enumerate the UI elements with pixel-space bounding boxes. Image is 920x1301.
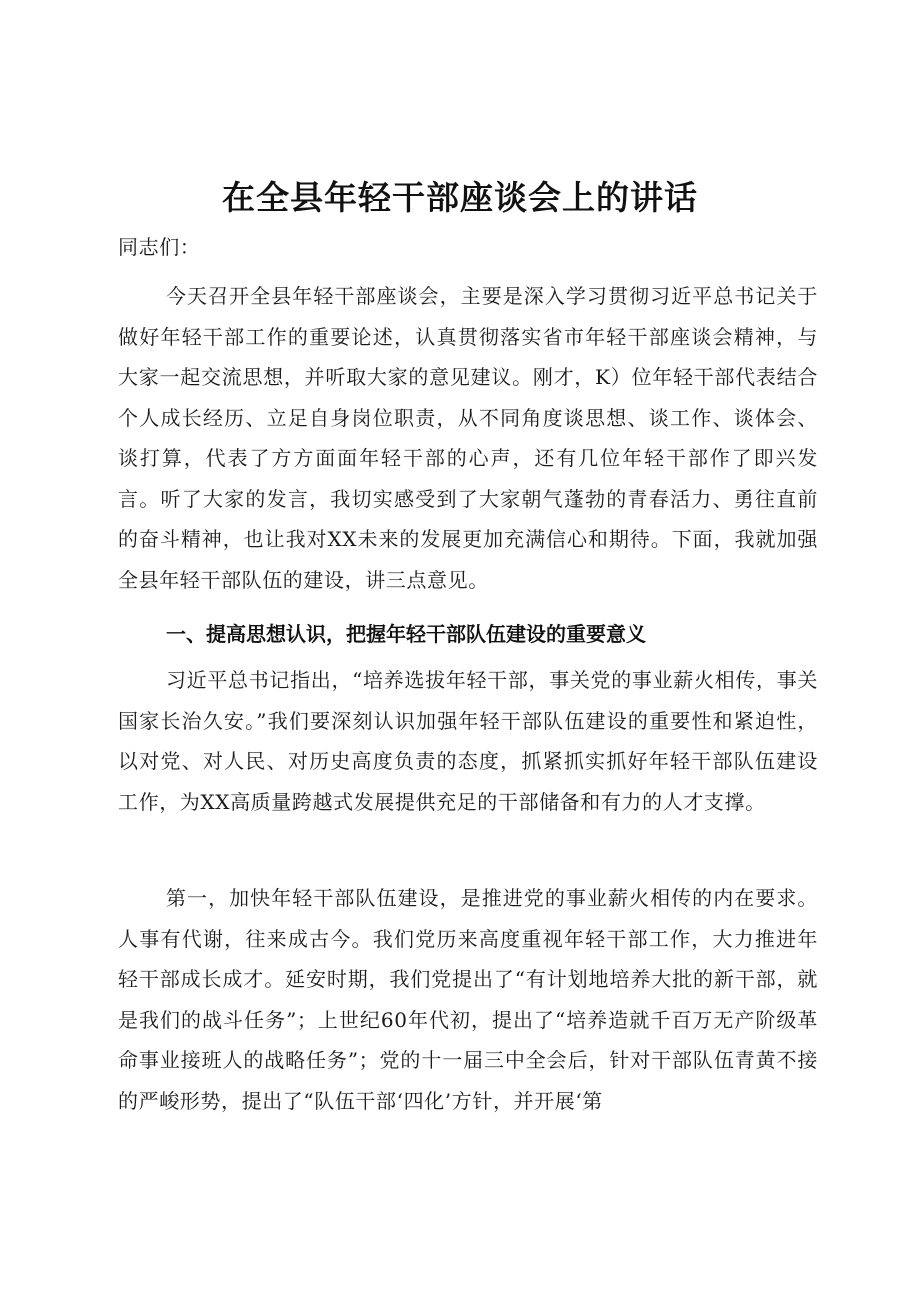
salutation: 同志们：: [118, 235, 201, 259]
paragraph-point-1: 第一，加快年轻干部队伍建设，是推进党的事业薪火相传的内在要求。人事有代谢，往来成古今。我们党历来高度重视年轻干部工作，大力推进年轻干部成长成才。延安时期，我们党提出了“有计划地培养大批的新干部，就是我们的战斗任务”；上世纪60年代初，提出了“培养造就千百万无产阶级革命事业接班人的战略任务”；党的十一届三中全会后，针对干部队伍青黄不接的严峻形势，提出了“队伍干部‘四化’方针，并开展‘第: [118, 886, 818, 1113]
paragraph-introduction: 今天召开全县年轻干部座谈会，主要是深入学习贯彻习近平总书记关于做好年轻干部工作的重要论述，认真贯彻落实省市年轻干部座谈会精神，与大家一起交流思想，并听取大家的意见建议。刚才，K）位年轻干部代表结合个人成长经历、立足自身岗位职责，从不同角度谈思想、谈工作、谈体会、谈打算，代表了方方面面年轻干部的心声，还有几位年轻干部作了即兴发言。听了大家的发言，我切实感受到了大家朝气蓬勃的青春活力、勇往直前的奋斗精神，也让我对XX未来的发展更加充满信心和期待。下面，我就加强全县年轻干部队伍的建设，讲三点意见。: [118, 284, 818, 592]
paragraph-section-1: 习近平总书记指出，“培养选拔年轻干部，事关党的事业薪火相传，事关国家长治久安。”我们要深刻认识加强年轻干部队伍建设的重要性和紧迫性，以对党、对人民、对历史高度负责的态度，抓紧抓实抓好年轻干部队伍建设工作，为XX高质量跨越式发展提供充足的干部储备和有力的人才支撑。: [118, 668, 818, 814]
section-heading-1: 一、提高思想认识，把握年轻干部队伍建设的重要意义: [166, 622, 646, 646]
document-title: 在全县年轻干部座谈会上的讲话: [222, 178, 698, 217]
